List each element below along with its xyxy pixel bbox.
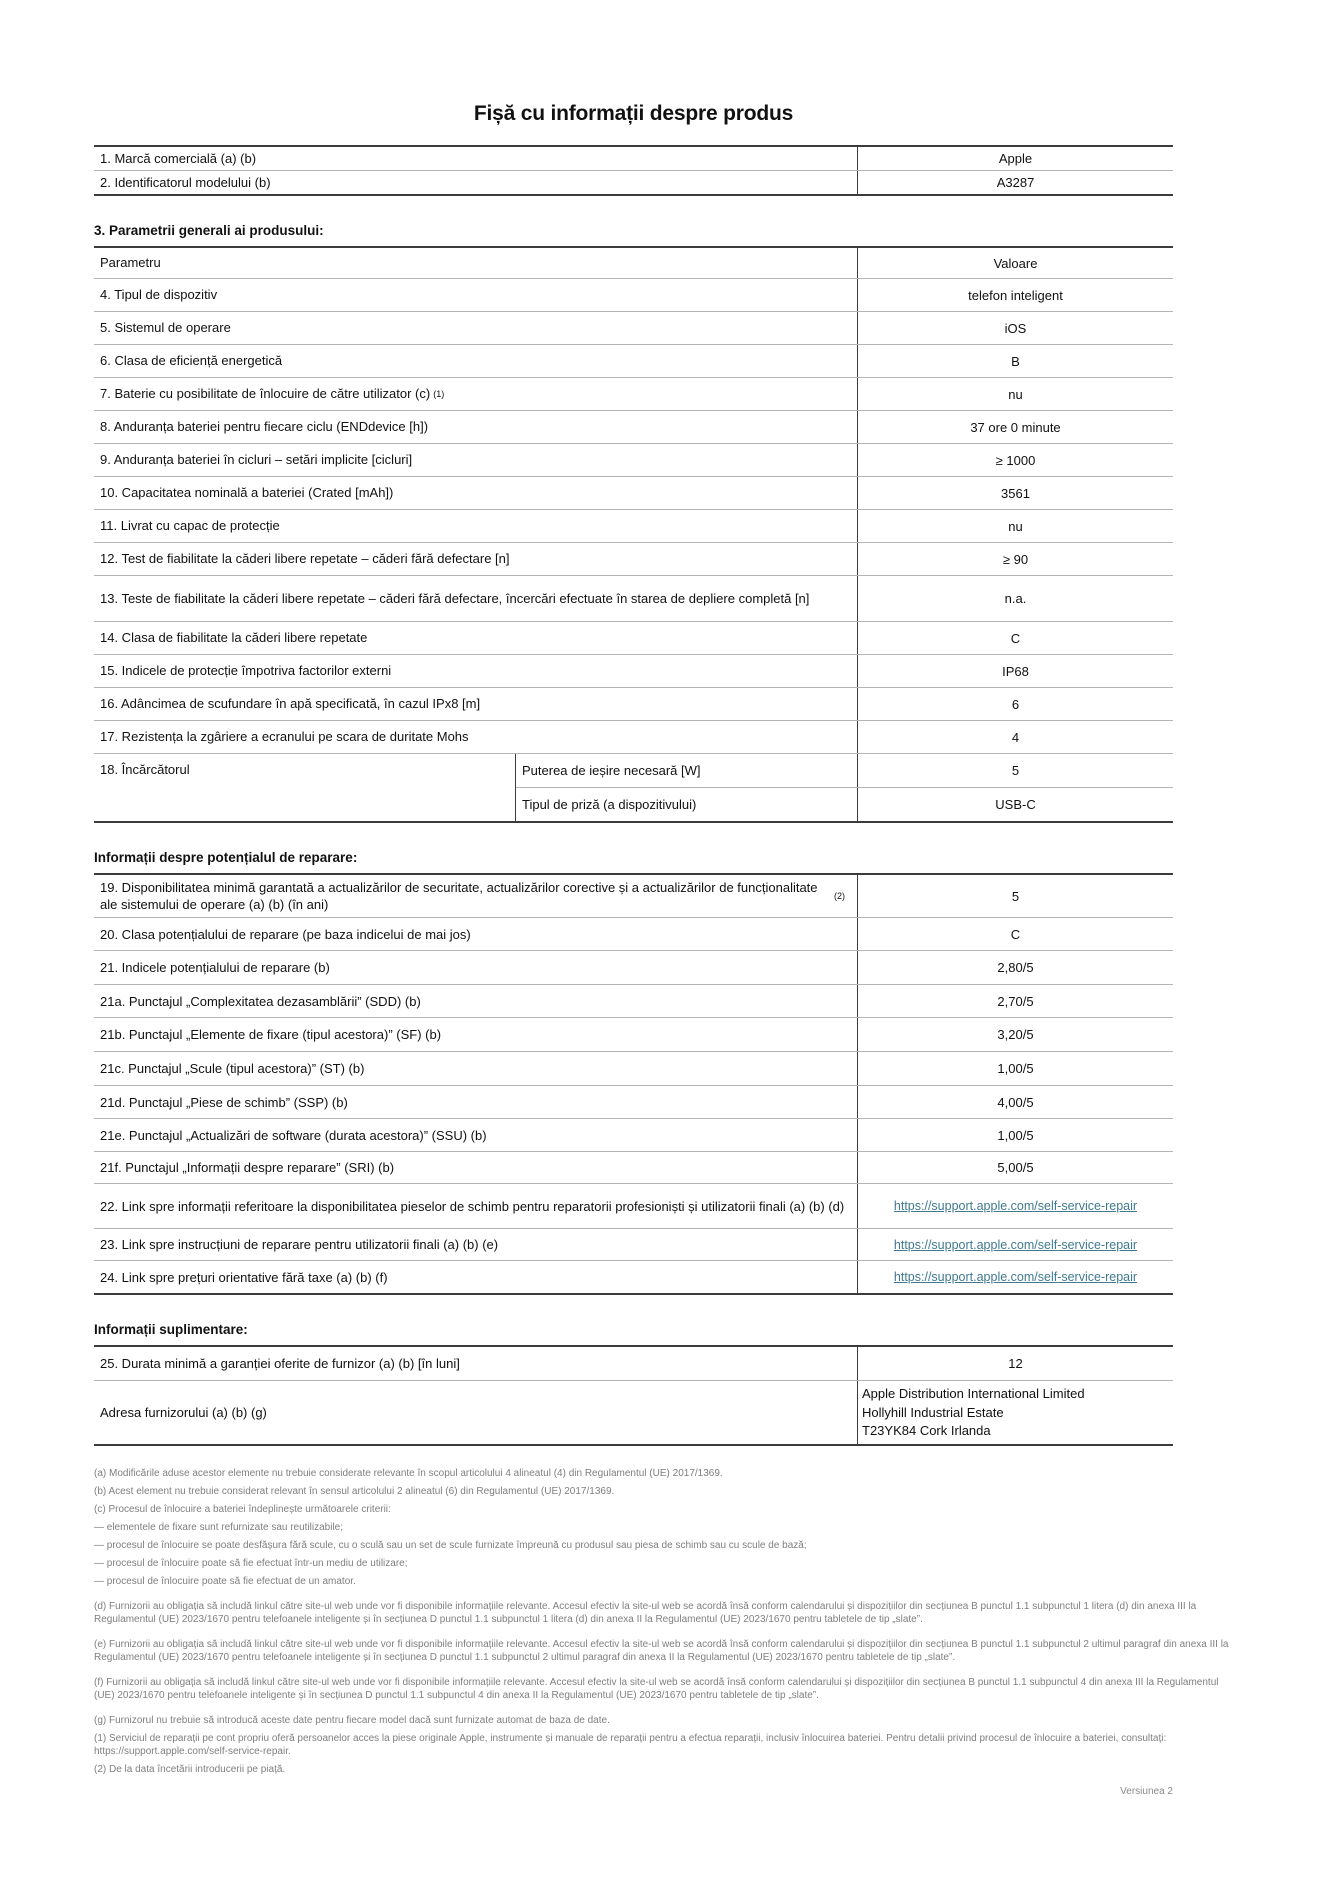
address-line: Hollyhill Industrial Estate bbox=[862, 1404, 1004, 1420]
table-row bbox=[94, 410, 1173, 443]
table-row bbox=[94, 311, 1173, 344]
row-label: 8. Anduranța bateriei pentru fiecare ciclu (ENDdevice [h]) bbox=[100, 419, 429, 435]
table-row bbox=[94, 147, 1173, 170]
row-value: 3561 bbox=[857, 477, 1173, 509]
row-value: ≥ 1000 bbox=[857, 444, 1173, 476]
row-value: 5,00/5 bbox=[857, 1152, 1173, 1183]
table-row-link bbox=[94, 1183, 1173, 1228]
row-label: 22. Link spre informații referitoare la disponibilitatea pieselor de schimb pentru reparatorii profesioniști și utilizatorii finali (a) (b) (d) bbox=[100, 1198, 845, 1214]
row-value: ≥ 90 bbox=[857, 543, 1173, 575]
table-row bbox=[94, 542, 1173, 575]
row-value: 3,20/5 bbox=[857, 1018, 1173, 1051]
row-value: 2,70/5 bbox=[857, 985, 1173, 1017]
row-value bbox=[857, 1184, 1173, 1228]
row-label: 24. Link spre prețuri orientative fără taxe (a) (b) (f) bbox=[100, 1269, 388, 1285]
row-value: iOS bbox=[857, 312, 1173, 344]
table-row bbox=[94, 1051, 1173, 1085]
section-heading-supplementary: Informații suplimentare: bbox=[94, 1322, 248, 1338]
row-value: nu bbox=[857, 510, 1173, 542]
row-label: 21e. Punctajul „Actualizări de software (durata acestora)” (SSU) (b) bbox=[100, 1127, 487, 1143]
table-row-link bbox=[94, 1228, 1173, 1260]
row-value: n.a. bbox=[857, 576, 1173, 621]
table-row bbox=[94, 1347, 1173, 1380]
footnote-1: (1) Serviciul de reparații pe cont propriu oferă persoanelor acces la piese originale Apple, instrumente și manuale de reparații pentru a efectua reparații, inclusiv înlocuirea bateriei. Pentru detalii privind procesul de înlocuire a bateriei, consultați: https://support.apple.com/self-service-repair. bbox=[94, 1732, 1167, 1757]
footnote-2: (2) De la data încetării introducerii pe piață. bbox=[94, 1763, 286, 1775]
column-header-valoare: Valoare bbox=[857, 248, 1173, 278]
row-label: 2. Identificatorul modelului (b) bbox=[100, 174, 271, 190]
table-row bbox=[94, 621, 1173, 654]
table-row bbox=[94, 917, 1173, 950]
row-value: telefon inteligent bbox=[857, 279, 1173, 311]
row-label: 17. Rezistența la zgâriere a ecranului pe scara de duritate Mohs bbox=[100, 729, 469, 745]
row-label: 21. Indicele potențialului de reparare (b) bbox=[100, 960, 330, 976]
footnote-f: (f) Furnizorii au obligația să includă linkul către site-ul web unde vor fi disponibile informațiile relevante. Accesul efectiv la site-ul web se acordă însă conform calendarului și dispozițiilor din secțiunea B punctul 1.1 subpunctul 4 din anexa III la Regulamentul (UE) 2023/1670 pentru telefoanele inteligente și în secțiunea D punctul 1.1 subpunctul 4 din anexa II la Regulamentul (UE) 2023/1670 pentru tabletele de tip „slate”. bbox=[94, 1676, 1219, 1701]
row-label: 7. Baterie cu posibilitate de înlocuire de către utilizator (c) (1) bbox=[100, 386, 445, 402]
footnote-d: (d) Furnizorii au obligația să includă linkul către site-ul web unde vor fi disponibile informațiile relevante. Accesul efectiv la site-ul web se acordă însă conform calendarului și dispozițiilor din secțiunea B punctul 1.1 subpunctul 1 litera (d) din anexa III la Regulamentul (UE) 2023/1670 pentru telefoanele inteligente și în secțiunea D punctul 1.1 subpunctul 1 litera (d) din anexa II la Regulamentul (UE) 2023/1670 pentru tabletele de tip „slate”. bbox=[94, 1600, 1197, 1625]
document-content bbox=[94, 0, 1229, 1797]
self-service-repair-link[interactable]: https://support.apple.com/self-service-repair bbox=[893, 1237, 1138, 1252]
row-value: B bbox=[857, 345, 1173, 377]
row-label: 21c. Punctajul „Scule (tipul acestora)” (ST) (b) bbox=[100, 1061, 365, 1077]
row-label: 11. Livrat cu capac de protecție bbox=[100, 518, 280, 534]
address-line: Apple Distribution International Limited bbox=[862, 1386, 1085, 1402]
row-value: 6 bbox=[857, 688, 1173, 720]
row-value: C bbox=[857, 622, 1173, 654]
identity-table bbox=[94, 145, 1173, 196]
charger-row bbox=[94, 753, 1173, 821]
table-row bbox=[94, 654, 1173, 687]
row-label: 25. Durata minimă a garanției oferite de furnizor (a) (b) [în luni] bbox=[100, 1356, 460, 1372]
column-header-parametru: Parametru bbox=[100, 255, 161, 271]
self-service-repair-link[interactable]: https://support.apple.com/self-service-repair bbox=[893, 1270, 1138, 1285]
row-value bbox=[857, 1229, 1173, 1260]
row-label: 9. Anduranța bateriei în cicluri – setări implicite [cicluri] bbox=[100, 452, 413, 468]
row-label: 15. Indicele de protecție împotriva factorilor externi bbox=[100, 663, 392, 679]
footnote-c-criterion: — procesul de înlocuire poate să fie efectuat într-un mediu de utilizare; bbox=[94, 1557, 408, 1569]
row-label: 16. Adâncimea de scufundare în apă specificată, în cazul IPx8 [m] bbox=[100, 696, 481, 712]
charger-sub-table bbox=[515, 754, 1173, 821]
row-label: 1. Marcă comercială (a) (b) bbox=[100, 150, 257, 166]
version-label: Versiunea 2 bbox=[1120, 1785, 1173, 1797]
row-label: 21b. Punctajul „Elemente de fixare (tipul acestora)” (SF) (b) bbox=[100, 1027, 442, 1043]
row-value: 5 bbox=[857, 875, 1173, 917]
charger-sub-row bbox=[516, 787, 1173, 821]
table-header-row bbox=[94, 248, 1173, 278]
row-label: 12. Test de fiabilitate la căderi libere repetate – căderi fără defectare [n] bbox=[100, 551, 510, 567]
table-row bbox=[94, 443, 1173, 476]
repairability-table bbox=[94, 873, 1173, 1295]
general-parameters-table bbox=[94, 246, 1173, 823]
row-label: Tipul de priză (a dispozitivului) bbox=[522, 797, 697, 812]
row-label: 18. Încărcătorul bbox=[100, 762, 190, 777]
table-row-link bbox=[94, 1260, 1173, 1293]
row-label: Puterea de ieșire necesară [W] bbox=[522, 763, 701, 778]
row-label: 21a. Punctajul „Complexitatea dezasamblării” (SDD) (b) bbox=[100, 993, 421, 1009]
supplier-address-row bbox=[94, 1380, 1173, 1444]
address-line: T23YK84 Cork Irlanda bbox=[862, 1422, 991, 1438]
row-label: 4. Tipul de dispozitiv bbox=[100, 287, 218, 303]
supplementary-table bbox=[94, 1345, 1173, 1446]
row-label: 23. Link spre instrucțiuni de reparare pentru utilizatorii finali (a) (b) (e) bbox=[100, 1237, 499, 1253]
footnote-c-criterion: — procesul de înlocuire se poate desfășura fără scule, cu o sculă sau un set de scule furnizate împreună cu produsul sau piesa de schimb sau cu scule de bază; bbox=[94, 1539, 807, 1551]
row-label: 10. Capacitatea nominală a bateriei (Crated [mAh]) bbox=[100, 485, 394, 501]
footnote-a: (a) Modificările aduse acestor elemente nu trebuie considerate relevante în scopul articolului 4 alineatul (4) din Regulamentul (UE) 2017/1369. bbox=[94, 1467, 723, 1479]
table-row bbox=[94, 278, 1173, 311]
row-value: C bbox=[857, 918, 1173, 950]
table-row bbox=[94, 687, 1173, 720]
section-heading-repair: Informații despre potențialul de reparare: bbox=[94, 850, 358, 865]
supplier-address bbox=[857, 1381, 1173, 1444]
row-value: 2,80/5 bbox=[857, 951, 1173, 984]
row-value bbox=[857, 1261, 1173, 1293]
row-value: 4,00/5 bbox=[857, 1086, 1173, 1118]
table-row bbox=[94, 1085, 1173, 1118]
row-label: Adresa furnizorului (a) (b) (g) bbox=[100, 1405, 267, 1421]
row-value: A3287 bbox=[857, 171, 1173, 194]
table-row bbox=[94, 720, 1173, 753]
row-value: 4 bbox=[857, 721, 1173, 753]
footnote-c-criterion: — elementele de fixare sunt refurnizate sau reutilizabile; bbox=[94, 1521, 344, 1533]
table-row bbox=[94, 984, 1173, 1017]
row-value: 1,00/5 bbox=[857, 1052, 1173, 1085]
row-label: 13. Teste de fiabilitate la căderi libere repetate – căderi fără defectare, încercări efectuate în starea de depliere completă [n] bbox=[100, 590, 810, 606]
table-row bbox=[94, 509, 1173, 542]
row-value: USB-C bbox=[857, 788, 1173, 821]
section-heading-general: 3. Parametrii generali ai produsului: bbox=[94, 223, 324, 238]
table-row bbox=[94, 344, 1173, 377]
row-value: IP68 bbox=[857, 655, 1173, 687]
row-label-text: 7. Baterie cu posibilitate de înlocuire de către utilizator (c) bbox=[100, 386, 431, 402]
footnote-e: (e) Furnizorii au obligația să includă linkul către site-ul web unde vor fi disponibile informațiile relevante. Accesul efectiv la site-ul web se acordă însă conform calendarului și dispozițiilor din secțiunea B punctul 1.1 subpunctul 2 ultimul paragraf din anexa III la Regulamentul (UE) 2023/1670 pentru telefoanele inteligente și în secțiunea D punctul 1.1 subpunctul 2 ultimul paragraf din anexa II la Regulamentul (UE) 2023/1670 pentru tabletele de tip „slate”. bbox=[94, 1638, 1229, 1663]
row-value: 1,00/5 bbox=[857, 1119, 1173, 1151]
table-row bbox=[94, 1118, 1173, 1151]
row-value: 5 bbox=[857, 754, 1173, 787]
table-row bbox=[94, 476, 1173, 509]
row-label: 20. Clasa potențialului de reparare (pe baza indicelui de mai jos) bbox=[100, 926, 471, 942]
page-title: Fișă cu informații despre produs bbox=[473, 102, 794, 125]
footnotes bbox=[94, 1467, 1240, 1776]
row-value: 37 ore 0 minute bbox=[857, 411, 1173, 443]
row-label: 5. Sistemul de operare bbox=[100, 320, 231, 336]
table-row bbox=[94, 575, 1173, 621]
table-row bbox=[94, 170, 1173, 194]
row-label-text: 19. Disponibilitatea minimă garantată a actualizărilor de securitate, actualizărilor corective și a actualizărilor de funcționalitate ale sistemului de operare (a) (b) (în ani) bbox=[100, 880, 818, 913]
table-row bbox=[94, 1151, 1173, 1183]
footnote-c: (c) Procesul de înlocuire a bateriei îndeplinește următoarele criterii: bbox=[94, 1503, 391, 1515]
footnote-g: (g) Furnizorul nu trebuie să introducă aceste date pentru fiecare model dacă sunt furnizate automat de baza de date. bbox=[94, 1714, 610, 1726]
row-value: nu bbox=[857, 378, 1173, 410]
charger-sub-row bbox=[516, 754, 1173, 787]
row-value: 12 bbox=[857, 1347, 1173, 1380]
row-label: 21d. Punctajul „Piese de schimb” (SSP) (b) bbox=[100, 1094, 348, 1110]
row-value: Apple bbox=[857, 147, 1173, 170]
row-label: 6. Clasa de eficiență energetică bbox=[100, 353, 283, 369]
table-row bbox=[94, 377, 1173, 410]
table-row bbox=[94, 875, 1173, 917]
row-label: 21f. Punctajul „Informații despre reparare” (SRI) (b) bbox=[100, 1160, 395, 1176]
footnote-c-criterion: — procesul de înlocuire poate să fie efectuat de un amator. bbox=[94, 1575, 356, 1587]
table-row bbox=[94, 1017, 1173, 1051]
row-label: 14. Clasa de fiabilitate la căderi libere repetate bbox=[100, 630, 368, 646]
self-service-repair-link[interactable]: https://support.apple.com/self-service-repair bbox=[893, 1199, 1138, 1214]
footnote-b: (b) Acest element nu trebuie considerat relevant în sensul articolului 2 alineatul (6) din Regulamentul (UE) 2017/1369. bbox=[94, 1485, 615, 1497]
row-label: 19. Disponibilitatea minimă garantată a actualizărilor de securitate, actualizărilor corective și a actualizărilor de funcționalitate ale sistemului de operare (a) (b) (în ani) (2) bbox=[100, 880, 845, 913]
table-row bbox=[94, 950, 1173, 984]
